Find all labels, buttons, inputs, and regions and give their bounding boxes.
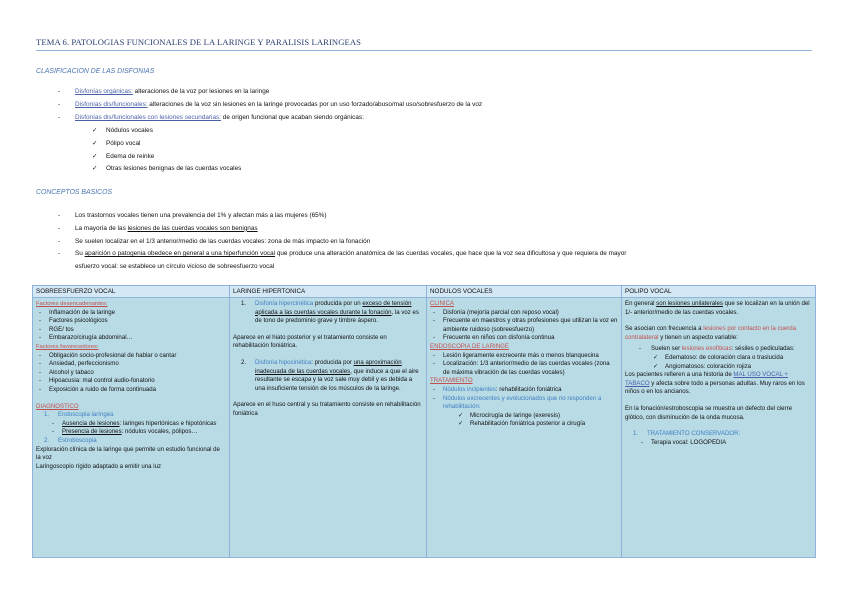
list-item: - Suelen ser lesiones exofíticas: sésiles o pediculadas: xyxy=(639,345,795,353)
paragraph: En general son lesiones unilaterales que se localizan en la unión del 1/- anterior/medio de las cuerdas vocales. xyxy=(625,300,810,316)
list-item: ✓ Nódulos vocales xyxy=(92,125,241,138)
column-header: LARINGE HIPERTONICA xyxy=(230,286,427,298)
document-title: TEMA 6. PATOLOGIAS FUNCIONALES DE LA LARINGE Y PARALISIS LARINGEAS xyxy=(36,37,362,47)
list-item: - Frecuente en maestros y otras profesiones que utilizan la voz en ambiente ruidoso (sobreesfuerzo) xyxy=(433,317,618,333)
numbered-item: 1. Endoscopia laríngea xyxy=(44,411,114,419)
subheading: ENDOSCOPIA DE LARINGE xyxy=(430,342,509,350)
numbered-item: 2. Estroboscopia xyxy=(44,436,97,444)
title-divider xyxy=(36,50,812,51)
list-item: - La mayoría de las lesiones de las cuerdas vocales son benignas xyxy=(58,224,258,232)
classification-list xyxy=(58,86,818,124)
subheading: Factores desencadenantes: xyxy=(36,301,108,307)
cell-laringe-hipertonica xyxy=(230,298,427,558)
list-item: - Disfonía (mejoría parcial con reposo vocal) xyxy=(433,308,559,316)
list-item: - Factores psicológicos xyxy=(39,317,108,325)
paragraph: Exploración clínica de la laringe que permite un estudio funcional de la voz xyxy=(36,445,220,462)
pathology-table xyxy=(32,285,816,558)
check-icon: ✓ xyxy=(92,165,98,173)
check-icon: ✓ xyxy=(653,362,659,370)
list-item: - Hipoacusia: mal control audio-fonatorio xyxy=(39,377,155,385)
column-header: SOBREESFUERZO VOCAL xyxy=(33,286,230,298)
list-item: - Ansiedad, perfeccionismo xyxy=(39,360,119,368)
list-item: - Presencia de lesiones: nódulos vocales, pólipos… xyxy=(52,428,198,436)
list-item: - Nódulos incipientes: rehabilitación foniátrica xyxy=(433,385,562,393)
list-item: - Nódulos excrecentes y evolucionados que no responden a rehabilitación: xyxy=(433,394,602,411)
list-item: - RGE/ tos xyxy=(39,325,74,333)
list-item: ✓ Angiomatosos: coloración rojiza xyxy=(653,362,752,370)
column-header: NODULOS VOCALES xyxy=(427,286,622,298)
section-heading-concepts: CONCEPTOS BASICOS xyxy=(36,189,113,196)
table-row xyxy=(33,298,816,558)
list-item: - Los trastornos vocales tienen una prevalencia del 1% y afectan más a las mujeres (65%) xyxy=(58,212,327,219)
subheading: TRATAMIENTO xyxy=(430,377,473,385)
check-icon: ✓ xyxy=(92,139,98,147)
list-item: - Embarazo/cirugía abdominal… xyxy=(39,334,133,342)
list-item: ✓ Otras lesiones benignas de las cuerdas vocales xyxy=(92,163,241,176)
list-item: ✓ Microcirugía de laringe (exeresis) xyxy=(458,411,561,419)
check-icon: ✓ xyxy=(458,420,464,428)
concepts-list xyxy=(58,210,818,274)
list-item: - Se suelen localizar en el 1/3 anterior/medio de las cuerdas vocales: zona de más impacto en la fonación xyxy=(58,237,371,245)
numbered-item: 2. Disfonía hipocinética: producida por una aproximación inadecuada de las cuerdas vocales, que induce a que el aire resultante se escapa y la voz sale muy debil y es debida a una insuficiente tensión de los músculos de la laringe. xyxy=(241,358,419,392)
cell-polipo xyxy=(622,298,816,558)
list-item: - Exposición a ruido de forma continuada xyxy=(39,385,157,393)
list-item: ✓ Edematoso: de coloración clara o traslucida xyxy=(653,353,784,361)
column-header: POLIPO VOCAL xyxy=(622,286,816,298)
subheading: Factores favorecedores: xyxy=(36,343,99,350)
list-item: - Alcohol y tabaco xyxy=(39,368,94,376)
list-item: - Localización: 1/3 anterior/medio de las cuerdas vocales (zona de máxima vibración de las cuerdas vocales) xyxy=(433,360,610,376)
list-item: - Disfonías dis/funcionales con lesiones secundarias: de origen funcional que acaban siendo orgánicas: xyxy=(58,113,364,121)
list-item: - Inflamación de la laringe xyxy=(39,308,116,316)
subheading: DIAGNOSTICO xyxy=(36,402,79,410)
list-item: - Disfonías orgánicas: alteraciones de la voz por lesiones en la laringe xyxy=(58,88,270,95)
paragraph: Aparece en el hiato posterior y el tratamiento consiste en rehabilitación foniátrica. xyxy=(233,333,387,350)
list-item: - Obligación socio-profesional de hablar o cantar xyxy=(39,351,177,359)
list-item: ✓ Pólipo vocal xyxy=(92,138,241,151)
section-heading-classification: CLASIFICACION DE LAS DISFONIAS xyxy=(36,68,155,75)
secondary-lesions-list xyxy=(92,125,241,176)
paragraph: Los pacientes refieren a una historia de MAL USO VOCAL + TABACO y afecta sobre todo a personas adultas. Muy raros en los niños o en los ancianos. xyxy=(625,371,805,396)
list-item: - Frecuente en niños con disfonía continua xyxy=(433,334,555,342)
list-item: ✓ Edema de reinke xyxy=(92,151,241,164)
cell-nodulos xyxy=(427,298,622,558)
check-icon: ✓ xyxy=(92,152,98,160)
paragraph: Laringoscopio rígido adaptado a emitir una luz xyxy=(36,462,162,470)
paragraph: Se asocian con frecuencia a lesiones por contacto en la cuerda contralateral y tienen un aspecto variable: xyxy=(625,325,797,341)
list-item-continuation: esfuerzo vocal: se establece un círculo vicioso de sobreesfuerzo vocal xyxy=(75,263,275,271)
list-item: - Disfonías dis/funcionales: alteraciones de la voz sin lesiones en la laringe provocadas por un uso forzado/abuso/mal uso/sobresfuerzo de la voz xyxy=(58,100,483,108)
numbered-item: 1. Disfonía hipercinética producida por un exceso de tensión aplicada a las cuerdas vocales durante la fonación, la voz es de tono de predominio grave y timbre áspero. xyxy=(241,300,419,325)
table-header-row xyxy=(33,286,816,298)
check-icon: ✓ xyxy=(458,411,464,419)
list-item: - Lesión ligeramente excrecente más o menos blanquecina xyxy=(433,351,599,359)
numbered-item: 1. TRATAMIENTO CONSERVADOR: xyxy=(633,430,741,438)
check-icon: ✓ xyxy=(653,353,659,361)
paragraph: Aparece en el huso central y su tratamiento consiste en rehabilitación foniátrica xyxy=(233,401,421,417)
list-item: ✓ Rehabilitación foniátrica posterior a cirugía xyxy=(458,420,586,428)
list-item: - Terapia vocal: LOGOPEDIA xyxy=(641,438,727,446)
list-item: - Su aparición o patogenia obedece en general a una hiperfunción vocal que produce una alteración anatómica de las cuerdas vocales, que hace que la voz sea dificultosa y que requiera de mayor xyxy=(58,250,627,258)
subheading: CLINICA xyxy=(430,300,455,307)
paragraph: En la fonación/estroboscopia se muestra un defecto del cierre glótico, con disminución de la onda mucosa. xyxy=(625,404,792,421)
check-icon: ✓ xyxy=(92,127,98,134)
cell-sobreesfuerzo xyxy=(33,298,230,558)
list-item: - Ausencia de lesiones: laringes hipertónicas e hipotónicas xyxy=(52,419,217,427)
